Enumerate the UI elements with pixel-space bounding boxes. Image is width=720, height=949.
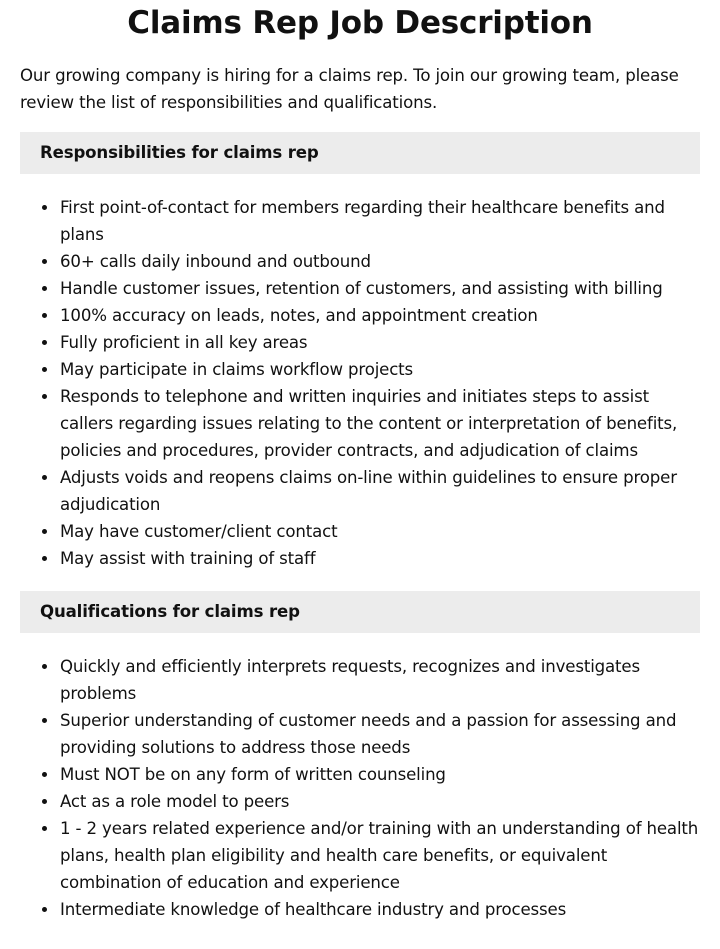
list-item: Handle customer issues, retention of customers, and assisting with billing bbox=[60, 275, 700, 302]
list-item: Adjusts voids and reopens claims on-line within guidelines to ensure proper adjudication bbox=[60, 464, 700, 518]
list-item: Fully proficient in all key areas bbox=[60, 329, 700, 356]
list-item: May have customer/client contact bbox=[60, 518, 700, 545]
list-item: Responds to telephone and written inquiries and initiates steps to assist callers regarding issues relating to the content or interpretation of benefits, policies and procedures, provider contracts, and adjudication of claims bbox=[60, 383, 700, 464]
list-item: 100% accuracy on leads, notes, and appointment creation bbox=[60, 302, 700, 329]
list-item: 1 - 2 years related experience and/or training with an understanding of health plans, health plan eligibility and health care benefits, or equivalent combination of education and experience bbox=[60, 815, 700, 896]
list-item: 60+ calls daily inbound and outbound bbox=[60, 248, 700, 275]
list-item: First point-of-contact for members regarding their healthcare benefits and plans bbox=[60, 194, 700, 248]
list-item: May participate in claims workflow projects bbox=[60, 356, 700, 383]
qualifications-list bbox=[20, 653, 700, 923]
list-item: Act as a role model to peers bbox=[60, 788, 700, 815]
list-item: Superior understanding of customer needs and a passion for assessing and providing solutions to address those needs bbox=[60, 707, 700, 761]
list-item: Intermediate knowledge of healthcare industry and processes bbox=[60, 896, 700, 923]
responsibilities-list bbox=[20, 194, 700, 572]
list-item: Must NOT be on any form of written counseling bbox=[60, 761, 700, 788]
responsibilities-heading: Responsibilities for claims rep bbox=[20, 132, 700, 174]
list-item: Quickly and efficiently interprets requests, recognizes and investigates problems bbox=[60, 653, 700, 707]
qualifications-heading: Qualifications for claims rep bbox=[20, 591, 700, 633]
list-item: May assist with training of staff bbox=[60, 545, 700, 572]
page-title: Claims Rep Job Description bbox=[127, 5, 593, 41]
intro-paragraph: Our growing company is hiring for a claims rep. To join our growing team, please review the list of responsibilities and qualifications. bbox=[20, 66, 679, 112]
